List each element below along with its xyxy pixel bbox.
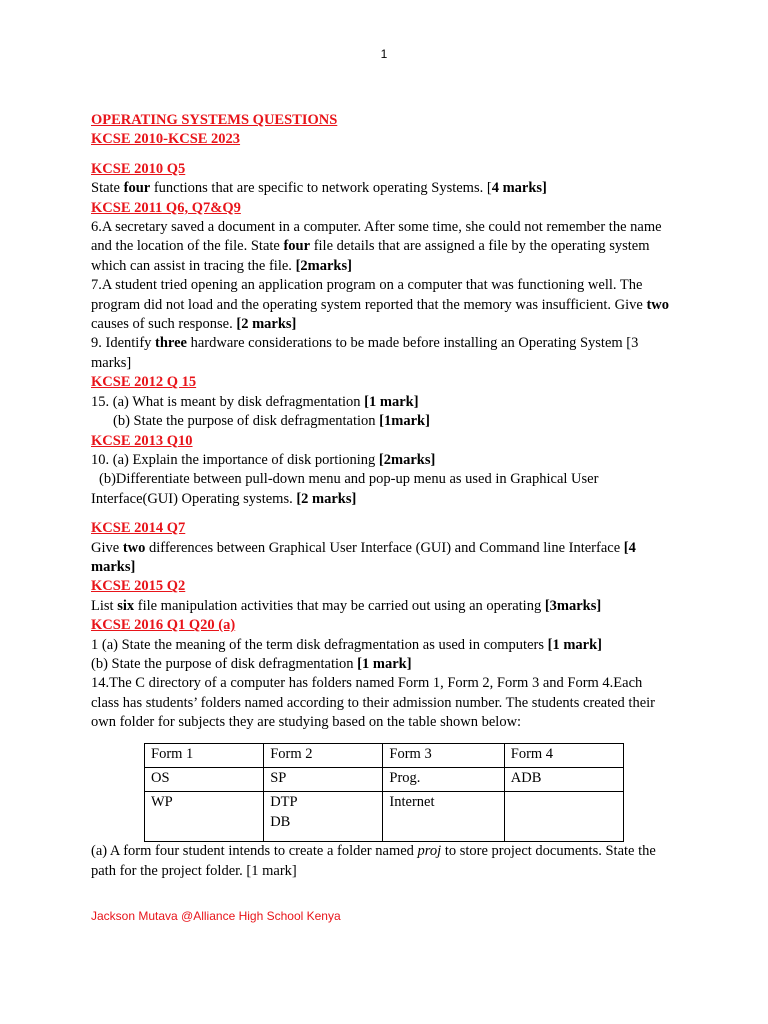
table-cell: Internet bbox=[383, 792, 504, 842]
folder-table bbox=[144, 743, 624, 843]
question-2011-q9: 9. Identify three hardware considerations to be made before installing an Operating System [3 marks] bbox=[91, 335, 639, 371]
table-row bbox=[145, 768, 624, 792]
section-heading-2015: KCSE 2015 Q2 bbox=[91, 578, 186, 595]
table-cell-line: DTP bbox=[270, 794, 298, 811]
page-number: 1 bbox=[380, 47, 388, 61]
question-2016-q14a: (a) A form four student intends to create a folder named proj to store project documents. State the path for the project folder. [1 mark] bbox=[91, 843, 656, 879]
table-cell bbox=[264, 792, 383, 842]
question-2011-q7: 7.A student tried opening an application program on a computer that was functioning well. The program did not load and the operating system reported that the memory was insufficient. Give two causes of such response. [2 marks] bbox=[91, 277, 669, 333]
section-heading-2010: KCSE 2010 Q5 bbox=[91, 160, 186, 177]
table-row bbox=[145, 792, 624, 842]
table-row bbox=[145, 743, 624, 767]
table-cell: Form 2 bbox=[264, 743, 383, 767]
table-cell: SP bbox=[264, 768, 383, 792]
question-2015-q2: List six file manipulation activities that may be carried out using an operating [3marks] bbox=[91, 597, 602, 614]
section-heading-2011: KCSE 2011 Q6, Q7&Q9 bbox=[91, 199, 241, 216]
table-cell bbox=[504, 792, 623, 842]
document-body bbox=[91, 111, 671, 881]
question-2010-q5: State four functions that are specific to network operating Systems. [4 marks] bbox=[91, 180, 547, 197]
document-title: OPERATING SYSTEMS QUESTIONS bbox=[91, 112, 338, 128]
table-cell: Prog. bbox=[383, 768, 504, 792]
question-2016-q14: 14.The C directory of a computer has folders named Form 1, Form 2, Form 3 and Form 4.Each class has students’ folders named according to their admission number. The students created their own folder for subjects they are studying based on the table shown below: bbox=[91, 675, 656, 731]
question-2016-q1b: (b) State the purpose of disk defragmentation [1 mark] bbox=[91, 655, 412, 672]
question-2013-q10a: 10. (a) Explain the importance of disk portioning [2marks] bbox=[91, 451, 436, 468]
section-heading-2014: KCSE 2014 Q7 bbox=[91, 520, 186, 537]
page-footer: Jackson Mutava @Alliance High School Kenya bbox=[91, 909, 341, 923]
question-2012-q15b: (b) State the purpose of disk defragmentation [1mark] bbox=[113, 413, 430, 430]
table-cell: ADB bbox=[504, 768, 623, 792]
question-2013-q10b: (b)Differentiate between pull-down menu and pop-up menu as used in Graphical User Interface(GUI) Operating systems. [2 marks] bbox=[91, 471, 599, 507]
table-cell: Form 1 bbox=[145, 743, 264, 767]
section-heading-2016: KCSE 2016 Q1 Q20 (a) bbox=[91, 617, 236, 634]
question-2014-q7: Give two differences between Graphical User Interface (GUI) and Command line Interface [4 marks] bbox=[91, 539, 636, 575]
section-heading-2012: KCSE 2012 Q 15 bbox=[91, 374, 197, 391]
question-2016-q1a: 1 (a) State the meaning of the term disk defragmentation as used in computers [1 mark] bbox=[91, 636, 602, 653]
question-2011-q6: 6.A secretary saved a document in a computer. After some time, she could not remember the name and the location of the file. State four file details that are assigned a file by the operating system which can assist in tracing the file. [2marks] bbox=[91, 219, 662, 274]
question-2012-q15a: 15. (a) What is meant by disk defragmentation [1 mark] bbox=[91, 393, 419, 410]
document-subtitle: KCSE 2010-KCSE 2023 bbox=[91, 131, 241, 148]
table-cell: WP bbox=[145, 792, 264, 842]
table-cell: OS bbox=[145, 768, 264, 792]
table-cell: Form 4 bbox=[504, 743, 623, 767]
table-cell: Form 3 bbox=[383, 743, 504, 767]
table-cell-line: DB bbox=[270, 813, 291, 830]
section-heading-2013: KCSE 2013 Q10 bbox=[91, 432, 193, 449]
